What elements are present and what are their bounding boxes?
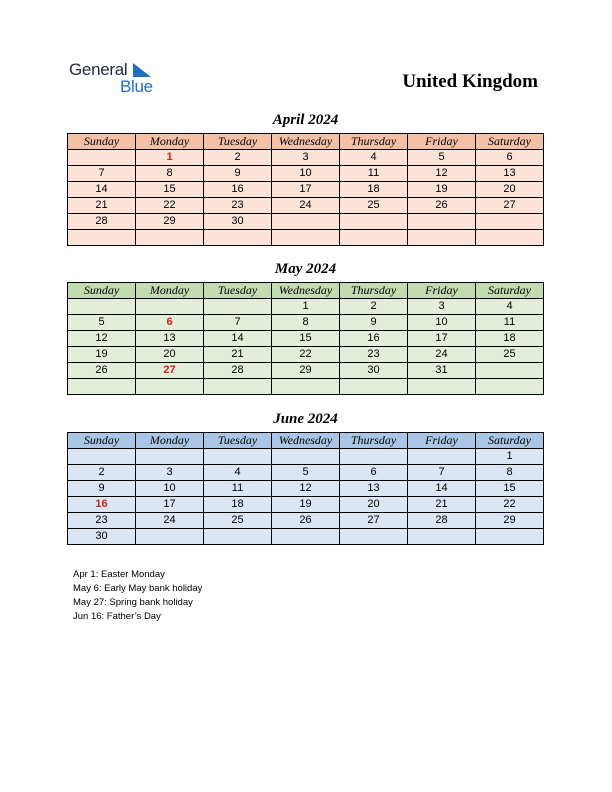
- day-cell: 29: [476, 513, 544, 529]
- day-cell: [340, 529, 408, 545]
- weekday-header: Monday: [136, 283, 204, 299]
- day-cell: [136, 379, 204, 395]
- day-cell: 8: [136, 166, 204, 182]
- day-cell: 16: [204, 182, 272, 198]
- day-cell: [272, 529, 340, 545]
- week-row: [68, 481, 544, 497]
- day-cell: 11: [340, 166, 408, 182]
- month-title-june: June 2024: [273, 411, 338, 427]
- weekday-header: Tuesday: [204, 134, 272, 150]
- day-cell: [68, 150, 136, 166]
- weekday-header: Sunday: [68, 134, 136, 150]
- day-cell: 8: [272, 315, 340, 331]
- day-cell: 24: [136, 513, 204, 529]
- holiday-notes: [73, 568, 202, 624]
- day-cell: 10: [272, 166, 340, 182]
- day-cell: 7: [68, 166, 136, 182]
- day-cell: 13: [136, 331, 204, 347]
- country-title: United Kingdom: [402, 71, 538, 92]
- day-cell: [476, 363, 544, 379]
- calendar-may: [67, 282, 544, 395]
- day-cell: [272, 449, 340, 465]
- holiday-note: May 6: Early May bank holiday: [73, 583, 203, 594]
- day-cell: 30: [340, 363, 408, 379]
- day-cell: 20: [136, 347, 204, 363]
- day-cell: [340, 379, 408, 395]
- day-cell: [408, 529, 476, 545]
- day-cell: 2: [68, 465, 136, 481]
- day-cell: 13: [476, 166, 544, 182]
- week-row: [68, 347, 544, 363]
- day-cell: 3: [408, 299, 476, 315]
- calendar-april: [67, 133, 544, 246]
- day-cell: 18: [340, 182, 408, 198]
- day-cell: 24: [408, 347, 476, 363]
- day-cell: 2: [340, 299, 408, 315]
- day-cell: [204, 449, 272, 465]
- day-cell: 18: [476, 331, 544, 347]
- day-cell: [68, 449, 136, 465]
- day-cell: 1: [272, 299, 340, 315]
- week-row: [68, 331, 544, 347]
- day-cell: 10: [408, 315, 476, 331]
- day-cell: [408, 214, 476, 230]
- day-cell: [272, 230, 340, 246]
- day-cell: 3: [272, 150, 340, 166]
- day-cell: 19: [408, 182, 476, 198]
- day-cell: 26: [272, 513, 340, 529]
- day-cell: 8: [476, 465, 544, 481]
- day-cell: [272, 214, 340, 230]
- day-cell: 29: [136, 214, 204, 230]
- week-row: [68, 166, 544, 182]
- day-cell: 23: [340, 347, 408, 363]
- week-row: [68, 465, 544, 481]
- day-cell: 20: [340, 497, 408, 513]
- day-cell: 11: [204, 481, 272, 497]
- logo-triangle-icon: [133, 63, 151, 77]
- week-row: [68, 513, 544, 529]
- day-cell: 23: [204, 198, 272, 214]
- weekday-header: Monday: [136, 134, 204, 150]
- holiday-note: Apr 1: Easter Monday: [73, 569, 165, 580]
- day-cell: [136, 449, 204, 465]
- weekday-header: Wednesday: [272, 283, 340, 299]
- holiday-note: Jun 16: Father’s Day: [73, 611, 161, 622]
- day-cell: 25: [204, 513, 272, 529]
- day-cell: [476, 214, 544, 230]
- day-cell: 9: [204, 166, 272, 182]
- day-cell: 22: [272, 347, 340, 363]
- day-cell: 28: [408, 513, 476, 529]
- logo-text-blue: Blue: [120, 77, 153, 96]
- weekday-header: Saturday: [476, 134, 544, 150]
- weekday-header-row: [68, 433, 544, 449]
- day-cell: 10: [136, 481, 204, 497]
- day-cell: 7: [408, 465, 476, 481]
- day-cell: 15: [136, 182, 204, 198]
- logo-text-general: General: [69, 60, 128, 79]
- day-cell: [68, 230, 136, 246]
- day-cell: [476, 379, 544, 395]
- day-cell: 26: [408, 198, 476, 214]
- day-cell: 6: [340, 465, 408, 481]
- weekday-header: Friday: [408, 283, 476, 299]
- day-cell: 12: [272, 481, 340, 497]
- week-row: [68, 182, 544, 198]
- day-cell: 1: [476, 449, 544, 465]
- day-cell: 13: [340, 481, 408, 497]
- day-cell: 15: [272, 331, 340, 347]
- day-cell: 17: [408, 331, 476, 347]
- weekday-header: Wednesday: [272, 433, 340, 449]
- day-cell: 17: [272, 182, 340, 198]
- day-cell: 27: [340, 513, 408, 529]
- weekday-header: Thursday: [340, 283, 408, 299]
- day-cell: 23: [68, 513, 136, 529]
- logo: [69, 60, 169, 96]
- day-cell: 7: [204, 315, 272, 331]
- week-row: [68, 497, 544, 513]
- week-row: [68, 230, 544, 246]
- day-cell: 9: [340, 315, 408, 331]
- holiday-day-cell: 16: [68, 497, 136, 513]
- weekday-header: Wednesday: [272, 134, 340, 150]
- day-cell: 14: [408, 481, 476, 497]
- day-cell: [476, 230, 544, 246]
- day-cell: 5: [272, 465, 340, 481]
- day-cell: 21: [204, 347, 272, 363]
- week-row: [68, 198, 544, 214]
- day-cell: 21: [68, 198, 136, 214]
- day-cell: 2: [204, 150, 272, 166]
- holiday-day-cell: 1: [136, 150, 204, 166]
- day-cell: 30: [68, 529, 136, 545]
- day-cell: [476, 529, 544, 545]
- day-cell: 17: [136, 497, 204, 513]
- month-title-may: May 2024: [274, 261, 337, 277]
- day-cell: [340, 214, 408, 230]
- day-cell: 12: [68, 331, 136, 347]
- day-cell: 30: [204, 214, 272, 230]
- day-cell: 11: [476, 315, 544, 331]
- day-cell: [136, 529, 204, 545]
- week-row: [68, 529, 544, 545]
- day-cell: [136, 299, 204, 315]
- weekday-header: Friday: [408, 134, 476, 150]
- day-cell: [204, 299, 272, 315]
- day-cell: 12: [408, 166, 476, 182]
- day-cell: 19: [68, 347, 136, 363]
- day-cell: 25: [340, 198, 408, 214]
- weekday-header: Friday: [408, 433, 476, 449]
- weekday-header: Thursday: [340, 433, 408, 449]
- day-cell: 15: [476, 481, 544, 497]
- day-cell: 24: [272, 198, 340, 214]
- day-cell: 26: [68, 363, 136, 379]
- day-cell: 27: [476, 198, 544, 214]
- weekday-header: Saturday: [476, 433, 544, 449]
- weekday-header: Tuesday: [204, 283, 272, 299]
- day-cell: [272, 379, 340, 395]
- week-row: [68, 379, 544, 395]
- day-cell: 14: [204, 331, 272, 347]
- day-cell: [68, 379, 136, 395]
- day-cell: [340, 230, 408, 246]
- day-cell: 14: [68, 182, 136, 198]
- day-cell: 5: [408, 150, 476, 166]
- day-cell: 5: [68, 315, 136, 331]
- weekday-header: Monday: [136, 433, 204, 449]
- weekday-header: Saturday: [476, 283, 544, 299]
- day-cell: 19: [272, 497, 340, 513]
- day-cell: [408, 449, 476, 465]
- day-cell: 3: [136, 465, 204, 481]
- week-row: [68, 363, 544, 379]
- day-cell: 4: [476, 299, 544, 315]
- day-cell: 21: [408, 497, 476, 513]
- day-cell: [68, 299, 136, 315]
- day-cell: 6: [476, 150, 544, 166]
- day-cell: [204, 379, 272, 395]
- day-cell: 31: [408, 363, 476, 379]
- day-cell: 22: [476, 497, 544, 513]
- month-title-april: April 2024: [272, 112, 339, 128]
- day-cell: [204, 529, 272, 545]
- day-cell: 16: [340, 331, 408, 347]
- day-cell: [204, 230, 272, 246]
- day-cell: [136, 230, 204, 246]
- holiday-day-cell: 6: [136, 315, 204, 331]
- weekday-header: Tuesday: [204, 433, 272, 449]
- day-cell: 28: [204, 363, 272, 379]
- day-cell: 4: [204, 465, 272, 481]
- weekday-header: Thursday: [340, 134, 408, 150]
- weekday-header: Sunday: [68, 433, 136, 449]
- day-cell: 18: [204, 497, 272, 513]
- day-cell: 4: [340, 150, 408, 166]
- weekday-header-row: [68, 134, 544, 150]
- holiday-day-cell: 27: [136, 363, 204, 379]
- day-cell: [340, 449, 408, 465]
- day-cell: 25: [476, 347, 544, 363]
- week-row: [68, 449, 544, 465]
- holiday-note: May 27: Spring bank holiday: [73, 597, 193, 608]
- calendar-june: [67, 432, 544, 545]
- week-row: [68, 150, 544, 166]
- week-row: [68, 315, 544, 331]
- day-cell: 29: [272, 363, 340, 379]
- day-cell: [408, 379, 476, 395]
- weekday-header: Sunday: [68, 283, 136, 299]
- day-cell: 22: [136, 198, 204, 214]
- week-row: [68, 214, 544, 230]
- week-row: [68, 299, 544, 315]
- day-cell: 20: [476, 182, 544, 198]
- day-cell: [408, 230, 476, 246]
- weekday-header-row: [68, 283, 544, 299]
- day-cell: 28: [68, 214, 136, 230]
- day-cell: 9: [68, 481, 136, 497]
